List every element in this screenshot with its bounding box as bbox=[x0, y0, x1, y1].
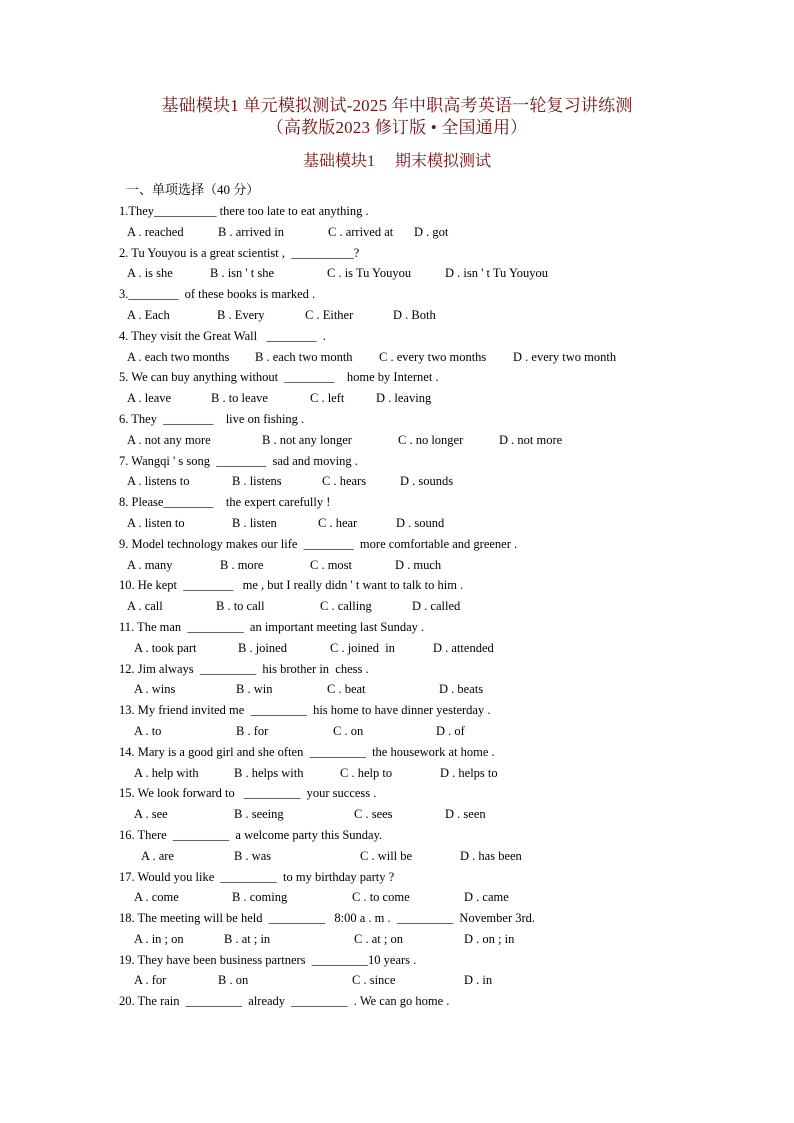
option-b: B . at ; in bbox=[224, 931, 271, 946]
option-b: B . listen bbox=[232, 515, 277, 530]
option-b: B . listens bbox=[232, 474, 282, 489]
question-text: 11. The man _________ an important meeting last Sunday . bbox=[119, 619, 425, 634]
options-row bbox=[119, 721, 739, 742]
question-text: 3.________ of these books is marked . bbox=[119, 287, 316, 302]
option-b: B . to leave bbox=[211, 391, 268, 406]
option-d: D . in bbox=[464, 973, 493, 988]
option-b: B . for bbox=[236, 723, 269, 738]
question-text: 17. Would you like _________ to my birthday party ? bbox=[119, 869, 395, 884]
option-c: C . hears bbox=[322, 474, 367, 489]
question-text: 2. Tu Youyou is a great scientist , __________? bbox=[119, 245, 360, 260]
options-row bbox=[119, 638, 739, 659]
options-row bbox=[119, 347, 739, 368]
option-d: D . beats bbox=[439, 682, 484, 697]
option-d: D . sounds bbox=[400, 474, 454, 489]
option-a: A . leave bbox=[127, 391, 172, 406]
option-c: C . joined in bbox=[330, 640, 395, 655]
options-row bbox=[119, 929, 739, 950]
option-a: A . took part bbox=[134, 640, 197, 655]
option-c: C . no longer bbox=[398, 432, 464, 447]
exam-subtitle: 基础模块1 期末模拟测试 bbox=[302, 153, 491, 170]
question-text: 16. There _________ a welcome party this Sunday. bbox=[119, 827, 383, 842]
option-c: C . will be bbox=[360, 848, 413, 863]
option-a: A . wins bbox=[134, 682, 176, 697]
question-text: 8. Please________ the expert carefully ! bbox=[119, 495, 331, 510]
option-b: B . joined bbox=[238, 640, 287, 655]
option-b: B . to call bbox=[216, 599, 265, 614]
question-text: 10. He kept ________ me , but I really didn ' t want to talk to him . bbox=[119, 578, 464, 593]
option-c: C . Either bbox=[305, 307, 354, 322]
option-c: C . left bbox=[310, 391, 345, 406]
option-c: C . at ; on bbox=[354, 931, 403, 946]
section-heading: 一、单项选择（40 分） bbox=[126, 182, 260, 197]
option-d: D . leaving bbox=[376, 391, 432, 406]
option-b: B . helps with bbox=[234, 765, 304, 780]
option-a: A . to bbox=[134, 723, 162, 738]
option-c: C . help to bbox=[340, 765, 393, 780]
option-d: D . came bbox=[464, 890, 509, 905]
options-row bbox=[119, 846, 739, 867]
options-row bbox=[119, 555, 739, 576]
options-row bbox=[119, 887, 739, 908]
option-b: B . coming bbox=[232, 890, 288, 905]
option-d: D . much bbox=[395, 557, 442, 572]
options-row bbox=[119, 471, 739, 492]
option-a: A . come bbox=[134, 890, 179, 905]
option-d: D . has been bbox=[460, 848, 522, 863]
option-a: A . see bbox=[134, 807, 168, 822]
option-d: D . on ; in bbox=[464, 931, 515, 946]
option-a: A . many bbox=[127, 557, 173, 572]
option-a: A . for bbox=[134, 973, 167, 988]
option-d: D . every two month bbox=[513, 349, 617, 364]
question-text: 18. The meeting will be held _________ 8:00 a . m . _________ November 3rd. bbox=[119, 911, 536, 926]
option-c: C . hear bbox=[318, 515, 358, 530]
question-text: 5. We can buy anything without ________ home by Internet . bbox=[119, 370, 439, 385]
option-d: D . helps to bbox=[440, 765, 498, 780]
title-line-2: （高教版2023 修订版 • 全国通用） bbox=[266, 118, 528, 137]
option-c: C . since bbox=[352, 973, 396, 988]
option-d: D . isn ' t Tu Youyou bbox=[445, 266, 548, 281]
option-d: D . sound bbox=[396, 515, 445, 530]
option-a: A . are bbox=[141, 848, 174, 863]
question-text: 7. Wangqi ' s song ________ sad and moving . bbox=[119, 453, 358, 468]
option-d: D . attended bbox=[433, 640, 494, 655]
question-text: 19. They have been business partners _________10 years . bbox=[119, 952, 417, 967]
option-b: B . on bbox=[218, 973, 249, 988]
option-b: B . Every bbox=[217, 307, 265, 322]
option-b: B . seeing bbox=[234, 807, 284, 822]
question-text: 1.They__________ there too late to eat anything . bbox=[119, 204, 369, 218]
options-row bbox=[119, 804, 739, 825]
option-d: D . got bbox=[414, 224, 449, 239]
option-a: A . Each bbox=[127, 307, 170, 322]
question-text: 9. Model technology makes our life ________ more comfortable and greener . bbox=[119, 536, 518, 551]
options-row bbox=[119, 222, 739, 243]
options-row bbox=[119, 263, 739, 284]
option-a: A . is she bbox=[127, 266, 173, 281]
option-a: A . help with bbox=[134, 765, 199, 780]
option-c: C . calling bbox=[320, 599, 372, 614]
options-row bbox=[119, 388, 739, 409]
option-b: B . was bbox=[234, 848, 272, 863]
options-row bbox=[119, 430, 739, 451]
question-text: 14. Mary is a good girl and she often _________ the housework at home . bbox=[119, 744, 495, 759]
option-d: D . seen bbox=[445, 807, 486, 822]
option-b: B . isn ' t she bbox=[210, 266, 275, 281]
option-a: A . each two months bbox=[127, 349, 230, 364]
option-c: C . most bbox=[310, 557, 353, 572]
document-title bbox=[0, 95, 794, 139]
option-c: C . every two months bbox=[379, 349, 487, 364]
option-c: C . sees bbox=[354, 807, 393, 822]
title-line-1: 基础模块1 单元模拟测试-2025 年中职高考英语一轮复习讲练测 bbox=[161, 96, 633, 115]
option-b: B . not any longer bbox=[262, 432, 352, 447]
option-d: D . of bbox=[436, 723, 465, 738]
question-text: 12. Jim always _________ his brother in chess . bbox=[119, 661, 369, 676]
option-c: C . is Tu Youyou bbox=[327, 266, 412, 281]
question-text: 4. They visit the Great Wall ________ . bbox=[119, 328, 326, 343]
question-text: 15. We look forward to _________ your success . bbox=[119, 786, 377, 801]
question-text: 6. They ________ live on fishing . bbox=[119, 411, 305, 426]
options-row bbox=[119, 679, 739, 700]
option-b: B . arrived in bbox=[218, 224, 284, 239]
options-row bbox=[119, 513, 739, 534]
option-b: B . each two month bbox=[255, 349, 353, 364]
option-a: A . not any more bbox=[127, 432, 211, 447]
option-a: A . listen to bbox=[127, 515, 185, 530]
option-a: A . reached bbox=[127, 224, 184, 239]
option-d: D . Both bbox=[393, 307, 436, 322]
option-b: B . more bbox=[220, 557, 264, 572]
option-c: C . on bbox=[333, 723, 364, 738]
options-row bbox=[119, 305, 739, 326]
option-c: C . arrived at bbox=[328, 224, 394, 239]
option-a: A . call bbox=[127, 599, 163, 614]
option-a: A . listens to bbox=[127, 474, 190, 489]
option-c: C . beat bbox=[327, 682, 366, 697]
option-d: D . not more bbox=[499, 432, 563, 447]
option-d: D . called bbox=[412, 599, 461, 614]
option-a: A . in ; on bbox=[134, 931, 184, 946]
options-row bbox=[119, 763, 739, 784]
question-text: 13. My friend invited me _________ his home to have dinner yesterday . bbox=[119, 703, 491, 718]
question-list bbox=[119, 201, 739, 1012]
option-c: C . to come bbox=[352, 890, 410, 905]
options-row bbox=[119, 596, 739, 617]
option-b: B . win bbox=[236, 682, 273, 697]
question-text: 20. The rain _________ already _________ . We can go home . bbox=[119, 994, 450, 1009]
options-row bbox=[119, 970, 739, 991]
